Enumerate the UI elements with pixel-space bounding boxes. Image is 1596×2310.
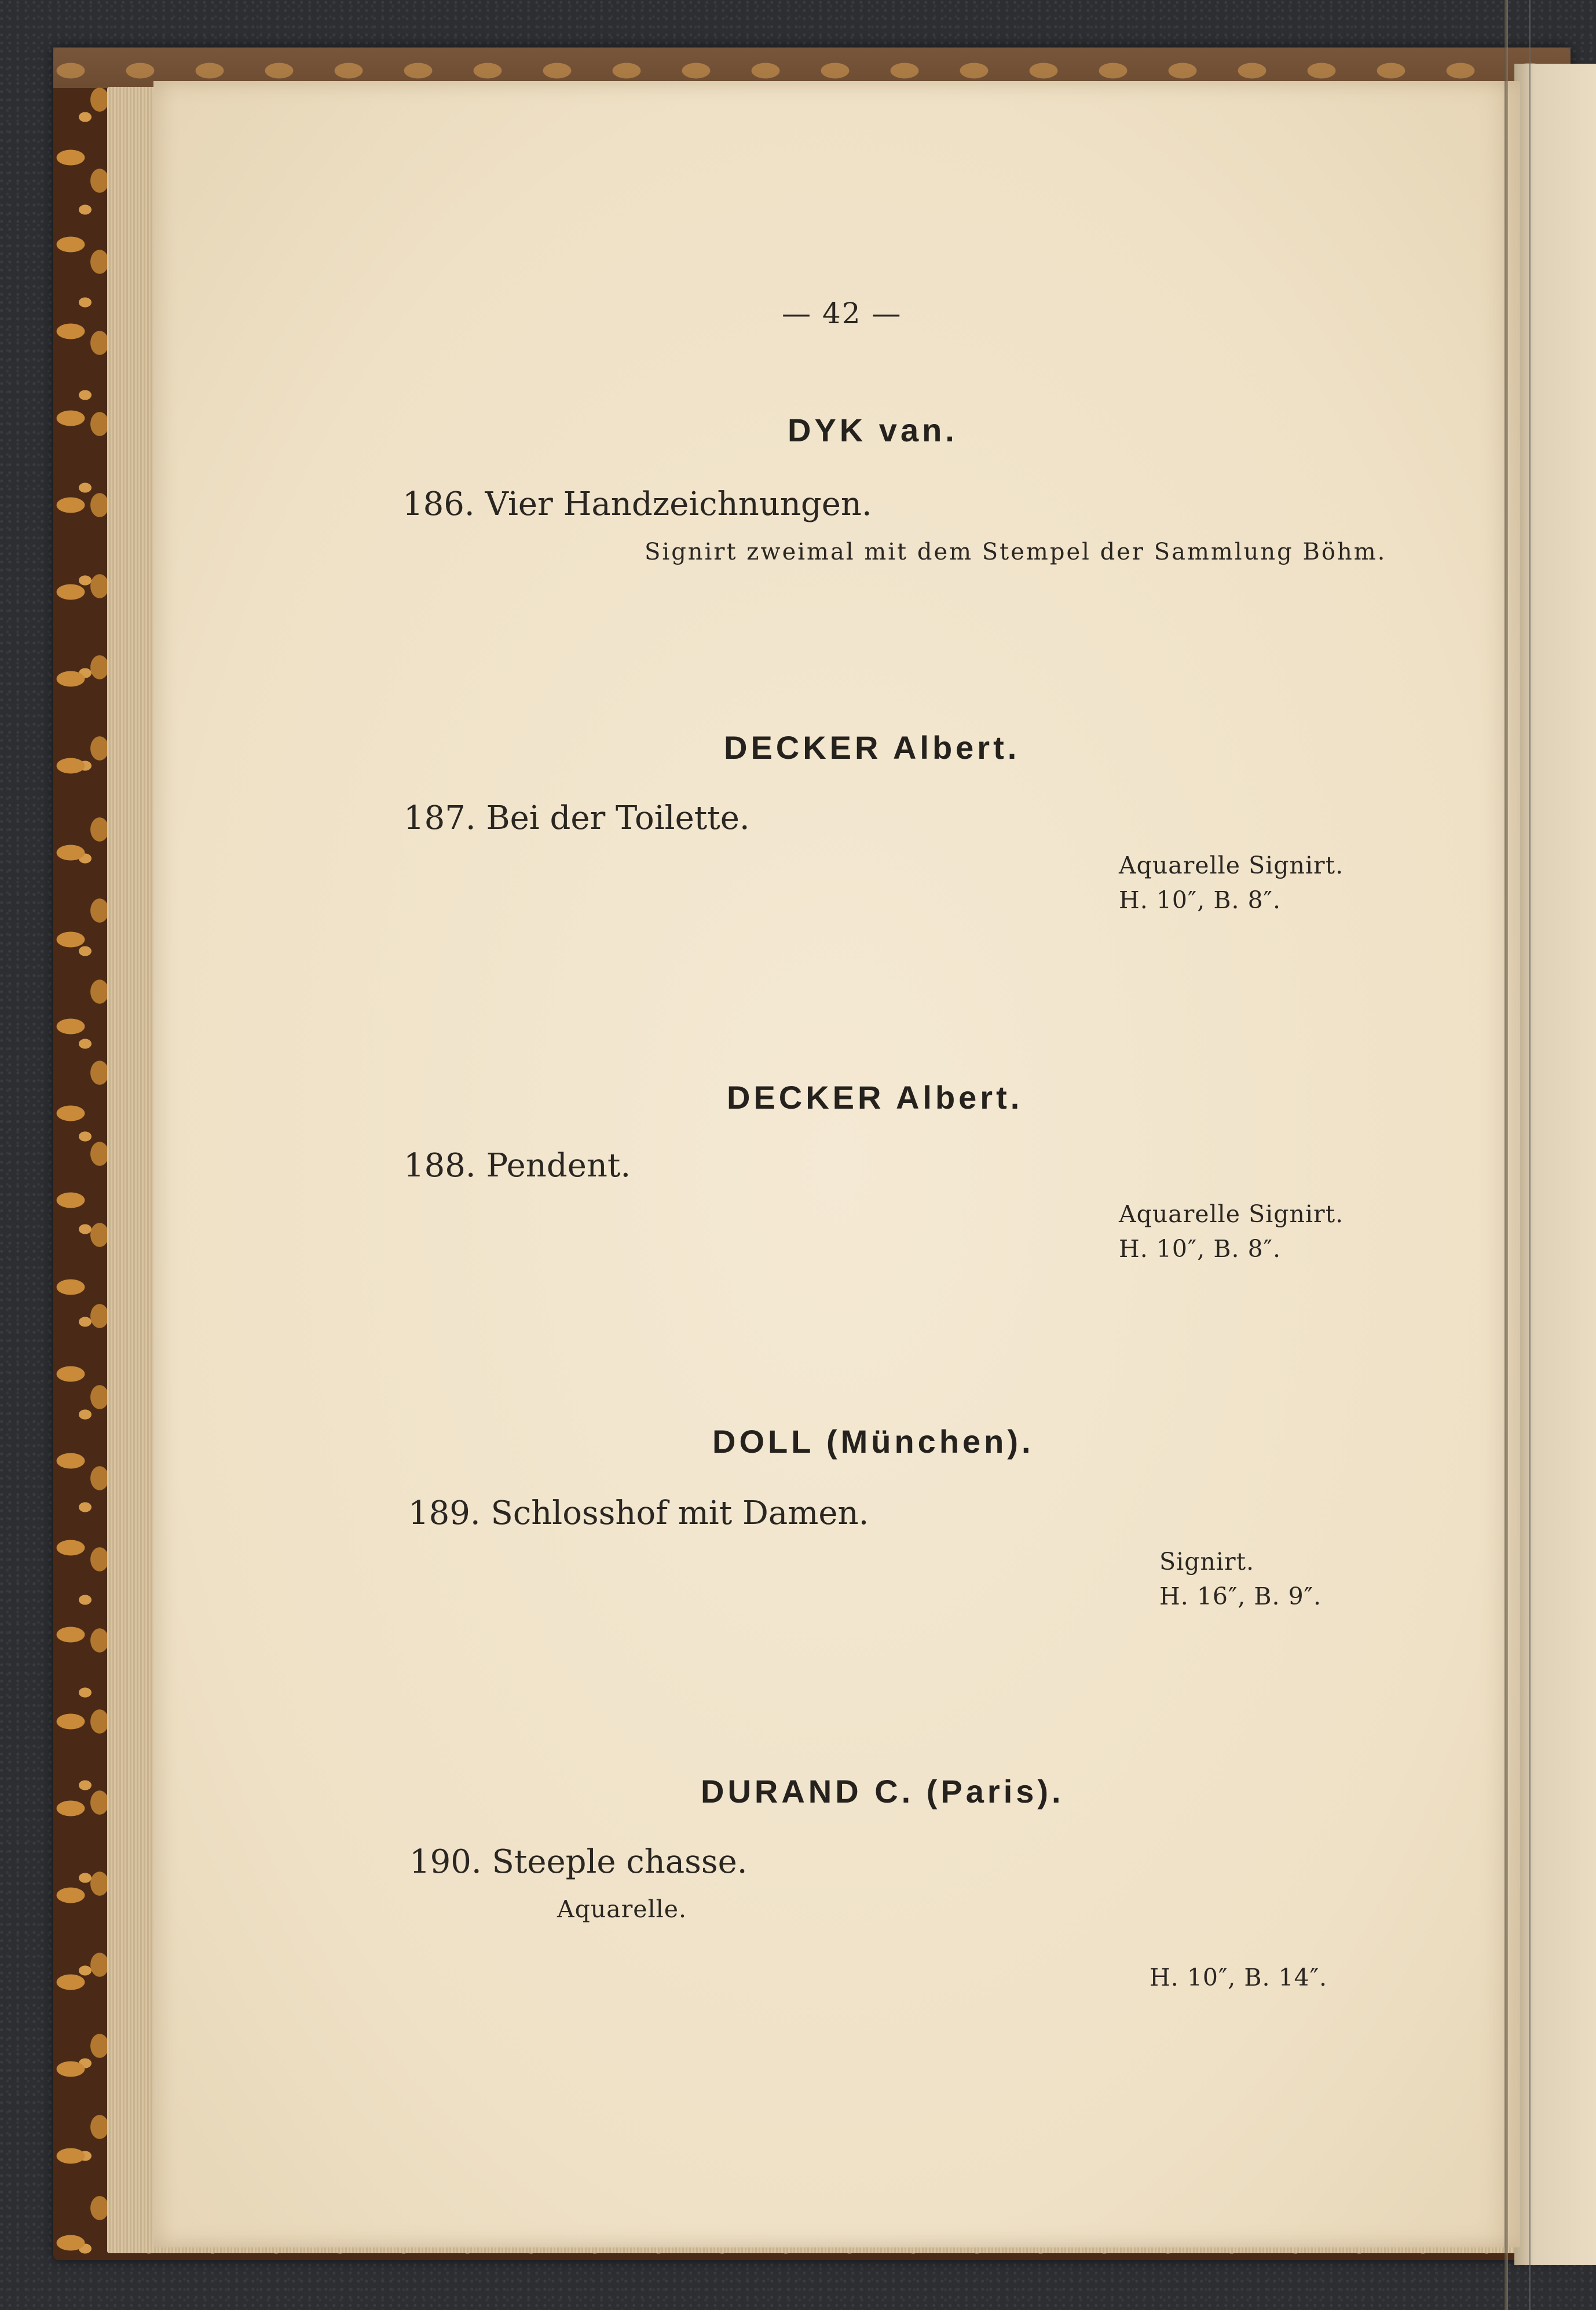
entry-title: 187. Bei der Toilette.: [404, 799, 750, 837]
entry-dimensions: H. 16″, B. 9″.: [1159, 1582, 1322, 1610]
artist-heading: DOLL (München).: [712, 1423, 1034, 1460]
entry-dimensions: H. 10″, B. 14″.: [1150, 1964, 1328, 1991]
artist-heading: DYK van.: [788, 412, 958, 448]
page-number: — 42 —: [782, 297, 902, 330]
entry-dimensions: H. 10″, B. 8″.: [1119, 1235, 1281, 1263]
entry-medium: Aquarelle Signirt.: [1119, 1200, 1344, 1228]
entry-title: 189. Schlosshof mit Damen.: [408, 1494, 869, 1532]
artist-heading: DECKER Albert.: [724, 729, 1020, 766]
scanner-glass-edge: [1529, 0, 1531, 2310]
entry-medium: Aquarelle Signirt.: [1119, 851, 1344, 879]
entry-title: 188. Pendent.: [404, 1147, 631, 1185]
catalogue-page: [153, 81, 1520, 2247]
facing-page-edge: [1514, 64, 1596, 2265]
entry-medium: Aquarelle.: [557, 1895, 687, 1923]
entry-medium: Signirt.: [1159, 1548, 1255, 1576]
entry-dimensions: H. 10″, B. 8″.: [1119, 886, 1281, 914]
entry-title: 190. Steeple chasse.: [409, 1843, 748, 1881]
artist-heading: DECKER Albert.: [727, 1079, 1023, 1116]
entry-note: Signirt zweimal mit dem Stempel der Sammlung Böhm.: [645, 539, 1387, 565]
page-gutter: [1505, 0, 1508, 2310]
entry-title: 186. Vier Handzeichnungen.: [402, 485, 872, 523]
artist-heading: DURAND C. (Paris).: [701, 1773, 1064, 1810]
